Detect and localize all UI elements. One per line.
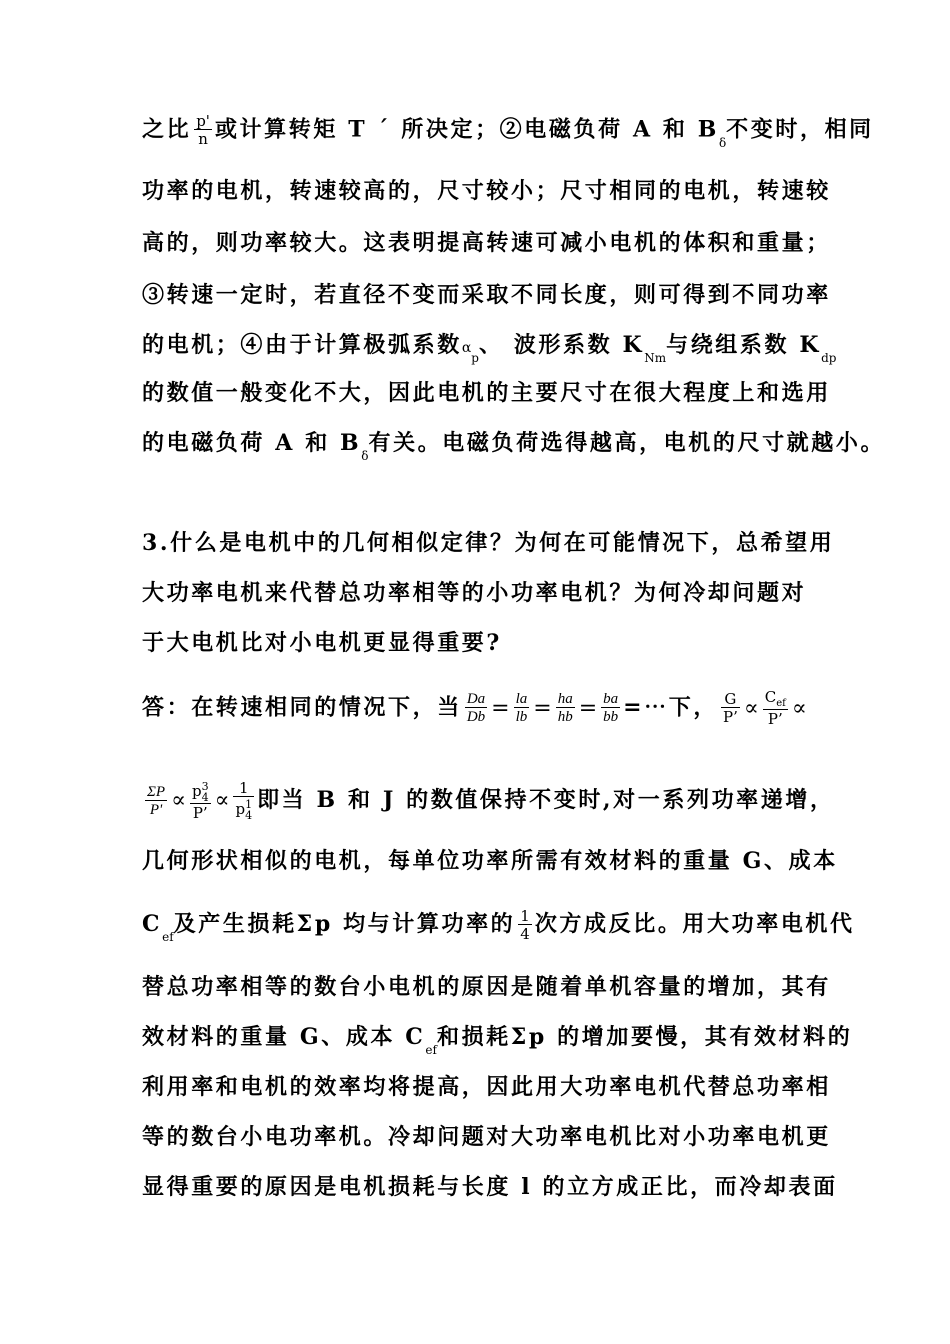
subscript: ef xyxy=(425,1043,437,1057)
alpha-symbol: α xyxy=(461,340,472,356)
frac-num: ba xyxy=(603,691,619,707)
frac-den: n xyxy=(198,130,208,148)
exp-bot: 4 xyxy=(245,809,253,822)
equals: = xyxy=(533,695,552,721)
question3-line1: 3.什么是电机中的几何相似定律？为何在可能情况下，总希望用 xyxy=(142,530,835,556)
frac-num: 1 xyxy=(520,906,530,925)
para1-line3: 高的，则功率较大。这表明提高转速可减小电机的体积和重量； xyxy=(142,230,831,256)
frac-den: P’ xyxy=(722,708,738,726)
text: 和损耗Σp 的增加要慢，其有效材料的 xyxy=(436,1024,853,1050)
answer-line5: 替总功率相等的数台小电机的原因是随着单机容量的增加，其有 xyxy=(142,974,831,1000)
exp-bot: 4 xyxy=(201,791,209,804)
text: 的电机；④由于计算极弧系数 xyxy=(142,332,462,358)
proportional-symbol: ∝ xyxy=(791,695,807,721)
text: C xyxy=(142,911,163,937)
fraction-1-4 xyxy=(518,906,532,943)
equals: = xyxy=(578,695,598,721)
subscript: δ xyxy=(361,449,369,463)
frac-num xyxy=(190,781,211,804)
subscript: Nm xyxy=(644,351,667,365)
frac-den: hb xyxy=(557,709,573,725)
para1-line7 xyxy=(142,428,885,461)
frac-den: lb xyxy=(515,709,528,725)
para1-line4: ③转速一定时，若直径不变而采取不同长度，则可得到不同功率 xyxy=(142,282,831,308)
fraction-ha-hb xyxy=(556,692,575,725)
answer-line4 xyxy=(142,902,855,946)
answer-line6 xyxy=(142,1022,852,1055)
equals: = xyxy=(491,695,510,721)
answer-line7: 利用率和电机的效率均将提高，因此用大功率电机代替总功率相 xyxy=(142,1074,831,1100)
fraction-Da-Db xyxy=(465,692,487,725)
text: 次方成反比。用大功率电机代 xyxy=(534,911,855,937)
subscript: ef xyxy=(162,930,174,944)
subscript: p xyxy=(471,351,479,365)
answer-line2 xyxy=(142,770,835,830)
text: 与绕组系数 K xyxy=(666,332,822,358)
fraction-Cef-P xyxy=(763,690,788,727)
para1-line6: 的数值一般变化不大，因此电机的主要尺寸在很大程度上和选用 xyxy=(142,380,831,406)
frac-den: P’ xyxy=(192,804,208,822)
question3-line2: 大功率电机来代替总功率相等的小功率电机？为何冷却问题对 xyxy=(142,580,807,606)
subscript: δ xyxy=(718,135,727,150)
p-symbol: p xyxy=(235,800,246,818)
answer-line1 xyxy=(142,690,808,727)
text: 有关。电磁负荷选得越高，电机的尺寸就越小。 xyxy=(368,430,886,456)
fraction-ba-bb xyxy=(601,692,620,725)
answer-line8: 等的数台小电功率机。冷却问题对大功率电机比对小功率电机更 xyxy=(142,1124,831,1150)
frac-num xyxy=(763,690,788,710)
answer-line9: 显得重要的原因是电机损耗与长度 l 的立方成正比，而冷却表面 xyxy=(142,1174,838,1200)
frac-den xyxy=(233,797,254,821)
frac-num: p' xyxy=(196,112,210,130)
text: 不变时，相同 xyxy=(726,116,874,143)
proportional-symbol: ∝ xyxy=(743,695,759,721)
fraction-p34-P xyxy=(190,781,211,821)
text: 效材料的重量 G、成本 C xyxy=(142,1024,426,1050)
fraction-la-lb xyxy=(514,692,530,725)
exponent-1-4 xyxy=(245,799,252,821)
answer-line3: 几何形状相似的电机，每单位功率所需有效材料的重量 G、成本 xyxy=(142,848,838,874)
exponent-3-4 xyxy=(202,781,209,803)
frac-den: bb xyxy=(603,709,619,725)
frac-num: Da xyxy=(466,691,486,707)
frac-den: Db xyxy=(466,709,486,725)
para1-line1 xyxy=(142,114,874,148)
subscript: ef xyxy=(776,698,786,709)
frac-num: la xyxy=(515,691,528,707)
exp-top: 1 xyxy=(245,798,253,811)
frac-den: 4 xyxy=(520,924,530,943)
text: 的电磁负荷 A 和 B xyxy=(142,430,362,456)
para1-line2: 功率的电机，转速较高的，尺寸较小；尺寸相同的电机，转速较 xyxy=(142,178,831,204)
para1-line5 xyxy=(142,330,836,363)
fraction-p-over-n xyxy=(194,114,212,147)
p-symbol: p xyxy=(191,782,202,800)
text: 或计算转矩 T ´ 所决定；②电磁负荷 A 和 B xyxy=(214,116,719,143)
text: 答：在转速相同的情况下，当 xyxy=(142,694,462,721)
question3-line3: 于大电机比对小电机更显得重要? xyxy=(142,630,502,656)
text: =⋯下， xyxy=(623,694,718,721)
frac-den: P’ xyxy=(767,710,783,728)
fraction-1-over-p14 xyxy=(233,781,254,821)
fraction-G-P xyxy=(721,692,740,725)
frac-num: 1 xyxy=(233,781,254,797)
proportional-symbol: ∝ xyxy=(171,788,186,813)
text: 即当 B 和 J 的数值保持不变时,对一系列功率递增， xyxy=(257,787,835,813)
frac-num: ha xyxy=(557,691,573,707)
text: 之比 xyxy=(142,116,192,143)
proportional-symbol: ∝ xyxy=(214,788,230,813)
c-symbol: C xyxy=(764,688,777,706)
fraction-sumP-P xyxy=(145,785,167,818)
subscript: dp xyxy=(821,351,837,365)
exp-top: 3 xyxy=(201,780,209,793)
text: 及产生损耗Σp 均与计算功率的 xyxy=(173,911,516,937)
text: 、 波形系数 K xyxy=(478,332,645,358)
frac-den: P' xyxy=(149,801,163,818)
frac-num: ΣP xyxy=(147,783,166,800)
frac-num: G xyxy=(721,692,740,708)
